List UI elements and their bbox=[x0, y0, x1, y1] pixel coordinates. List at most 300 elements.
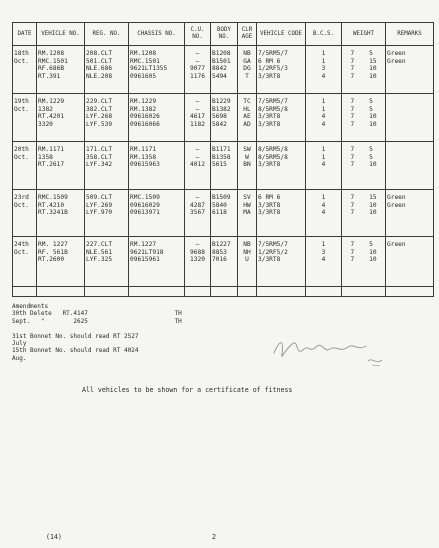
date-line: Oct. bbox=[14, 201, 29, 209]
body-no-line: 6118 bbox=[212, 209, 227, 217]
cu-no-line: 1320 bbox=[190, 256, 205, 264]
chassis-no-line: 09613971 bbox=[130, 209, 160, 217]
bcs-line: 1 bbox=[321, 105, 326, 113]
table-tail-row bbox=[13, 287, 434, 297]
chassis-no-line: 0961605 bbox=[130, 72, 157, 80]
weight-cwt: 10 bbox=[369, 201, 377, 209]
date-line: Oct. bbox=[14, 105, 29, 113]
clr-age-line: NH bbox=[243, 248, 251, 256]
remarks-line: Green bbox=[387, 194, 406, 201]
header-chassis-no: CHASSIS NO. bbox=[129, 23, 185, 46]
vehicle-no-cell bbox=[37, 237, 85, 287]
weight-cwt: 10 bbox=[369, 113, 377, 121]
amendment-line bbox=[12, 310, 272, 317]
weight-tons: 7 bbox=[350, 146, 355, 153]
vehicle-no-line: RM.1229 bbox=[38, 98, 65, 105]
vehicle-code-line: 3/3RT8 bbox=[258, 209, 281, 217]
weight-tons: 7 bbox=[350, 98, 355, 105]
chassis-no-cell bbox=[129, 190, 185, 237]
body-no-line: B1501 bbox=[212, 57, 231, 65]
body-no-line: B1358 bbox=[212, 153, 231, 161]
cu-no-cell bbox=[185, 190, 211, 237]
body-no-cell bbox=[211, 190, 238, 237]
vehicle-code-line: 1/2RF5/3 bbox=[258, 65, 288, 73]
bcs-line: 4 bbox=[321, 209, 326, 217]
remarks-cell bbox=[386, 237, 434, 287]
weight-tons: 7 bbox=[350, 256, 355, 264]
date-cell bbox=[13, 94, 37, 142]
chassis-no-line: 9621LT1355 bbox=[130, 65, 168, 73]
weight-tons: 7 bbox=[350, 65, 355, 73]
vehicle-no-line: RT.2600 bbox=[38, 256, 65, 264]
clr-age-line: HW bbox=[243, 201, 251, 209]
chassis-no-line: 09616026 bbox=[130, 113, 160, 121]
weight-value bbox=[343, 65, 384, 73]
remarks-line: Green bbox=[387, 50, 406, 57]
reg-no-line: 358.CLT bbox=[86, 153, 113, 161]
weight-value bbox=[343, 194, 384, 202]
vehicle-no-cell bbox=[37, 94, 85, 142]
header-vehicle-code: VEHICLE CODE bbox=[257, 23, 306, 46]
vehicle-code-line: 3/3RT8 bbox=[258, 161, 281, 169]
remarks-line: Green bbox=[387, 241, 406, 248]
weight-cwt: 5 bbox=[369, 153, 373, 161]
vehicle-no-line: RF. 561B bbox=[38, 248, 68, 256]
vehicle-no-line: RMC.1509 bbox=[38, 194, 68, 201]
chassis-no-line: 09616066 bbox=[130, 120, 160, 128]
chassis-no-line: RM.1227 bbox=[130, 241, 157, 248]
clr-age-line: NB bbox=[243, 50, 251, 57]
date-line: 20th bbox=[14, 146, 29, 153]
reg-no-line: 208.CLT bbox=[86, 50, 113, 57]
body-no-line: 5494 bbox=[212, 72, 227, 80]
bcs-line: 3 bbox=[321, 65, 326, 73]
table-row bbox=[13, 46, 434, 94]
remarks-cell bbox=[386, 94, 434, 142]
clr-age-line: W bbox=[245, 153, 249, 161]
empty-cell bbox=[37, 287, 85, 297]
weight-value bbox=[343, 256, 384, 264]
vehicle-no-cell bbox=[37, 46, 85, 94]
reg-no-line: LYF.342 bbox=[86, 161, 113, 169]
body-no-line: 8853 bbox=[212, 248, 227, 256]
remarks-line: Green bbox=[387, 201, 406, 209]
date-line: 18th bbox=[14, 50, 29, 57]
vehicle-no-line: RF.686B bbox=[38, 65, 65, 73]
weight-cwt: 15 bbox=[369, 57, 377, 65]
certificate-note: All vehicles to be shown for a certificate of fitness bbox=[82, 386, 293, 394]
clr-age-line: U bbox=[245, 256, 249, 264]
vehicle-no-line: RT.4210 bbox=[38, 201, 65, 209]
body-no-line: 5615 bbox=[212, 161, 227, 169]
reg-no-line: 509.CLT bbox=[86, 194, 113, 201]
amendment-text: 30th Delete RT.4147 bbox=[12, 310, 88, 318]
date-line: Oct. bbox=[14, 57, 29, 65]
bcs-line: 4 bbox=[321, 256, 326, 264]
date-cell bbox=[13, 46, 37, 94]
cu-no-cell bbox=[185, 46, 211, 94]
clr-age-cell bbox=[238, 190, 257, 237]
chassis-no-line: RMC.1509 bbox=[130, 194, 160, 201]
vehicle-no-line: RMC.1501 bbox=[38, 57, 68, 65]
clr-age-line: T bbox=[245, 72, 249, 80]
weight-cell bbox=[342, 142, 386, 190]
bcs-line: 1 bbox=[321, 50, 326, 57]
weight-value bbox=[343, 249, 384, 257]
cu-no-line: 9077 bbox=[190, 65, 205, 73]
weight-cwt: 10 bbox=[369, 120, 377, 128]
cu-no-line: 3567 bbox=[190, 209, 205, 217]
vehicle-code-line: 8/5RM5/8 bbox=[258, 146, 288, 153]
amendment-mark: TH bbox=[174, 317, 182, 325]
reg-no-line: 229.CLT bbox=[86, 98, 113, 105]
clr-age-line: HL bbox=[243, 105, 251, 113]
vehicle-no-line: RT.4201 bbox=[38, 113, 65, 121]
chassis-no-line: RM.1358 bbox=[130, 153, 157, 161]
vehicle-code-line: 7/5RM5/7 bbox=[258, 98, 288, 105]
weight-cwt: 5 bbox=[369, 105, 373, 113]
header-vehicle-no: VEHICLE NO. bbox=[37, 23, 85, 46]
weight-cwt: 5 bbox=[369, 241, 373, 248]
weight-tons: 7 bbox=[350, 120, 355, 128]
weight-cwt: 15 bbox=[369, 194, 377, 201]
reg-no-cell bbox=[85, 237, 129, 287]
amendment-text: Sept. " 2625 bbox=[12, 317, 88, 325]
body-no-cell bbox=[211, 46, 238, 94]
reg-no-line: 501.CLT bbox=[86, 57, 113, 65]
handwritten-signature bbox=[270, 331, 390, 371]
weight-tons: 7 bbox=[350, 209, 355, 217]
weight-cwt: 10 bbox=[369, 248, 377, 256]
cu-no-cell bbox=[185, 142, 211, 190]
weight-value bbox=[343, 113, 384, 121]
header-remarks: REMARKS bbox=[386, 23, 434, 46]
clr-age-line: MA bbox=[243, 209, 251, 217]
chassis-no-cell bbox=[129, 142, 185, 190]
bcs-cell bbox=[306, 237, 342, 287]
amendment-line: 31st Bonnet No. should read RT 2527 bbox=[12, 332, 139, 340]
reg-no-line: NLE.561 bbox=[86, 248, 113, 256]
bcs-line: 1 bbox=[321, 57, 326, 65]
weight-value bbox=[343, 73, 384, 81]
date-cell bbox=[13, 190, 37, 237]
header-cu-no: C.U. NO. bbox=[185, 23, 211, 46]
weight-value bbox=[343, 154, 384, 162]
date-cell bbox=[13, 237, 37, 287]
empty-cell bbox=[306, 287, 342, 297]
clr-age-line: NB bbox=[243, 241, 251, 248]
table-row bbox=[13, 142, 434, 190]
bcs-cell bbox=[306, 46, 342, 94]
empty-cell bbox=[13, 287, 37, 297]
vehicle-code-line: 8/5RM5/8 bbox=[258, 153, 288, 161]
weight-value bbox=[343, 50, 384, 58]
cu-no-line: – bbox=[195, 57, 200, 65]
header-date: DATE bbox=[13, 23, 37, 46]
cu-no-line: 1182 bbox=[190, 120, 205, 128]
vehicle-no-cell bbox=[37, 190, 85, 237]
table-row bbox=[13, 237, 434, 287]
clr-age-cell bbox=[238, 142, 257, 190]
body-no-line: B1208 bbox=[212, 50, 231, 57]
amendment-line: Aug. bbox=[12, 354, 27, 362]
body-no-line: B1509 bbox=[212, 194, 231, 201]
weight-cwt: 10 bbox=[369, 209, 377, 217]
reg-no-cell bbox=[85, 190, 129, 237]
bcs-line: 4 bbox=[321, 201, 326, 209]
clr-age-cell bbox=[238, 46, 257, 94]
empty-cell bbox=[257, 287, 306, 297]
date-line: Oct. bbox=[14, 153, 29, 161]
vehicle-code-line: 7/5RM5/7 bbox=[258, 50, 288, 57]
chassis-no-line: 09615963 bbox=[130, 161, 160, 169]
body-no-line: 5842 bbox=[212, 120, 227, 128]
weight-value bbox=[343, 106, 384, 114]
weight-value bbox=[343, 121, 384, 129]
bcs-line: 4 bbox=[321, 120, 326, 128]
vehicle-no-line: 1358 bbox=[38, 153, 53, 161]
weight-cell bbox=[342, 190, 386, 237]
empty-cell bbox=[238, 287, 257, 297]
weight-tons: 7 bbox=[350, 194, 355, 201]
bcs-cell bbox=[306, 190, 342, 237]
weight-cell bbox=[342, 237, 386, 287]
vehicle-code-line: 3/3RT8 bbox=[258, 72, 281, 80]
header-bcs: B.C.S. bbox=[306, 23, 342, 46]
weight-tons: 7 bbox=[350, 201, 355, 209]
table-row bbox=[13, 94, 434, 142]
weight-tons: 7 bbox=[350, 105, 355, 113]
vehicle-code-cell bbox=[257, 46, 306, 94]
vehicle-no-line: RM. 1227 bbox=[38, 241, 68, 248]
weight-cwt: 10 bbox=[369, 256, 377, 264]
header-body-no: BODY NO. bbox=[211, 23, 238, 46]
cu-no-line: – bbox=[195, 146, 200, 153]
weight-cwt: 10 bbox=[369, 65, 377, 73]
table-header-row bbox=[13, 23, 434, 46]
body-no-cell bbox=[211, 237, 238, 287]
remarks-cell bbox=[386, 190, 434, 237]
body-no-line: B1227 bbox=[212, 241, 231, 248]
weight-cwt: 5 bbox=[369, 50, 373, 57]
reg-no-cell bbox=[85, 94, 129, 142]
vehicle-no-line: RT.3241B bbox=[38, 209, 68, 217]
vehicle-no-line: 3320 bbox=[38, 120, 53, 128]
clr-age-line: AE bbox=[243, 113, 251, 121]
body-no-line: 7016 bbox=[212, 256, 227, 264]
body-no-line: 5840 bbox=[212, 201, 227, 209]
bcs-cell bbox=[306, 142, 342, 190]
clr-age-line: BN bbox=[243, 161, 251, 169]
weight-value bbox=[343, 202, 384, 210]
chassis-no-line: RM.1208 bbox=[130, 50, 157, 57]
table-row bbox=[13, 190, 434, 237]
weight-tons: 7 bbox=[350, 161, 355, 169]
bcs-line: 4 bbox=[321, 113, 326, 121]
amendment-mark: TH bbox=[174, 310, 182, 318]
vehicle-code-line: 1/2RF5/2 bbox=[258, 248, 288, 256]
body-no-line: 8842 bbox=[212, 65, 227, 73]
vehicle-code-cell bbox=[257, 94, 306, 142]
empty-cell bbox=[85, 287, 129, 297]
remarks-cell bbox=[386, 142, 434, 190]
vehicle-code-line: 3/3RT8 bbox=[258, 113, 281, 121]
cu-no-line: 4287 bbox=[190, 201, 205, 209]
empty-cell bbox=[129, 287, 185, 297]
empty-cell bbox=[386, 287, 434, 297]
date-line: 23rd bbox=[14, 194, 29, 201]
body-no-line: B1171 bbox=[212, 146, 231, 153]
clr-age-line: SW bbox=[243, 146, 251, 153]
reg-no-line: LYF.539 bbox=[86, 120, 113, 128]
reg-no-line: 382.CLT bbox=[86, 105, 113, 113]
weight-cwt: 5 bbox=[369, 98, 373, 105]
body-no-cell bbox=[211, 142, 238, 190]
clr-age-line: GA bbox=[243, 57, 251, 65]
body-no-cell bbox=[211, 94, 238, 142]
weight-tons: 7 bbox=[350, 248, 355, 256]
bcs-line: 3 bbox=[321, 248, 326, 256]
header-reg-no: REG. NO. bbox=[85, 23, 129, 46]
amendment-line bbox=[12, 318, 272, 325]
vehicle-code-line: 6 RM 6 bbox=[258, 194, 281, 201]
vehicle-code-line: 7/5RM5/7 bbox=[258, 241, 288, 248]
weight-tons: 7 bbox=[350, 57, 355, 65]
clr-age-line: TC bbox=[243, 98, 251, 105]
reg-no-cell bbox=[85, 142, 129, 190]
weight-cell bbox=[342, 46, 386, 94]
weight-value bbox=[343, 146, 384, 154]
reg-no-line: NLE.686 bbox=[86, 65, 113, 73]
clr-age-cell bbox=[238, 237, 257, 287]
bcs-line: 1 bbox=[321, 153, 326, 161]
amendments-notes bbox=[12, 303, 272, 362]
reg-no-line: LYF.269 bbox=[86, 201, 113, 209]
reg-no-line: LYF.970 bbox=[86, 209, 113, 217]
weight-tons: 7 bbox=[350, 113, 355, 121]
header-weight: WEIGHT bbox=[342, 23, 386, 46]
weight-tons: 7 bbox=[350, 50, 355, 57]
weight-cwt: 10 bbox=[369, 161, 377, 169]
header-clr-age: CLR AGE bbox=[238, 23, 257, 46]
remarks-cell bbox=[386, 46, 434, 94]
empty-cell bbox=[342, 287, 386, 297]
reg-no-line: LYF.268 bbox=[86, 113, 113, 121]
date-cell bbox=[13, 142, 37, 190]
chassis-no-line: RM.1229 bbox=[130, 98, 157, 105]
date-line: Oct. bbox=[14, 248, 29, 256]
date-line: 24th bbox=[14, 241, 29, 248]
vehicle-code-cell bbox=[257, 142, 306, 190]
chassis-no-line: RM.1382 bbox=[130, 105, 157, 113]
weight-value bbox=[343, 58, 384, 66]
body-no-line: 5698 bbox=[212, 113, 227, 121]
remarks-line: Green bbox=[387, 57, 406, 65]
cu-no-line: – bbox=[195, 241, 200, 248]
bcs-cell bbox=[306, 94, 342, 142]
clr-age-line: DG bbox=[243, 65, 251, 73]
bcs-line: 1 bbox=[321, 146, 326, 153]
empty-cell bbox=[211, 287, 238, 297]
cu-no-line: 4617 bbox=[190, 113, 205, 121]
cu-no-line: 9688 bbox=[190, 248, 205, 256]
clr-age-line: SV bbox=[243, 194, 251, 201]
vehicle-schedule-table bbox=[12, 22, 434, 297]
vehicle-code-line: 3/3RT8 bbox=[258, 120, 281, 128]
vehicle-no-line: RM.1171 bbox=[38, 146, 65, 153]
cu-no-line: 1176 bbox=[190, 72, 205, 80]
chassis-no-cell bbox=[129, 46, 185, 94]
weight-value bbox=[343, 98, 384, 106]
weight-cwt: 10 bbox=[369, 72, 377, 80]
chassis-no-cell bbox=[129, 94, 185, 142]
cu-no-line: – bbox=[195, 194, 200, 201]
chassis-no-cell bbox=[129, 237, 185, 287]
weight-value bbox=[343, 241, 384, 249]
bcs-line: 4 bbox=[321, 161, 326, 169]
weight-cwt: 5 bbox=[369, 146, 373, 153]
bcs-line: 1 bbox=[321, 194, 326, 201]
cu-no-line: – bbox=[195, 105, 200, 113]
amendment-spacer bbox=[12, 325, 272, 332]
body-no-line: B1229 bbox=[212, 98, 231, 105]
cu-no-cell bbox=[185, 237, 211, 287]
weight-tons: 7 bbox=[350, 241, 355, 248]
chassis-no-line: 9621LT918 bbox=[130, 248, 164, 256]
footer-reference: (14) bbox=[46, 533, 62, 541]
date-line: 19th bbox=[14, 98, 29, 105]
cu-no-line: – bbox=[195, 153, 200, 161]
weight-tons: 7 bbox=[350, 153, 355, 161]
cu-no-line: 4012 bbox=[190, 161, 205, 169]
vehicle-code-line: 3/3RT8 bbox=[258, 201, 281, 209]
weight-value bbox=[343, 161, 384, 169]
chassis-no-line: RMC.1501 bbox=[130, 57, 160, 65]
bcs-line: 1 bbox=[321, 98, 326, 105]
vehicle-no-line: 1382 bbox=[38, 105, 53, 113]
vehicle-code-line: 6 RM 6 bbox=[258, 57, 281, 65]
vehicle-no-cell bbox=[37, 142, 85, 190]
weight-tons: 7 bbox=[350, 72, 355, 80]
bcs-line: 4 bbox=[321, 72, 326, 80]
amendments-heading: Amendments bbox=[12, 303, 49, 310]
reg-no-line: NLE.208 bbox=[86, 72, 113, 80]
clr-age-line: AD bbox=[243, 120, 251, 128]
vehicle-code-cell bbox=[257, 237, 306, 287]
weight-value bbox=[343, 209, 384, 217]
page-number: 2 bbox=[212, 533, 216, 541]
amendment-line: July bbox=[12, 340, 27, 348]
vehicle-code-line: 3/3RT8 bbox=[258, 256, 281, 264]
body-no-line: B1382 bbox=[212, 105, 231, 113]
chassis-no-line: 09616029 bbox=[130, 201, 160, 209]
clr-age-cell bbox=[238, 94, 257, 142]
chassis-no-line: RM.1171 bbox=[130, 146, 157, 153]
reg-no-cell bbox=[85, 46, 129, 94]
cu-no-line: – bbox=[195, 98, 200, 105]
reg-no-line: LYF.325 bbox=[86, 256, 113, 264]
vehicle-no-line: RM.1208 bbox=[38, 50, 65, 57]
bcs-line: 1 bbox=[321, 241, 326, 248]
vehicle-no-line: RT.2617 bbox=[38, 161, 65, 169]
chassis-no-line: 09615961 bbox=[130, 256, 160, 264]
empty-cell bbox=[185, 287, 211, 297]
weight-cell bbox=[342, 94, 386, 142]
amendment-line: 15th Bonnet No. should read RT 4024 bbox=[12, 347, 139, 355]
vehicle-code-line: 8/5RM5/8 bbox=[258, 105, 288, 113]
cu-no-cell bbox=[185, 94, 211, 142]
vehicle-no-line: RT.391 bbox=[38, 72, 61, 80]
